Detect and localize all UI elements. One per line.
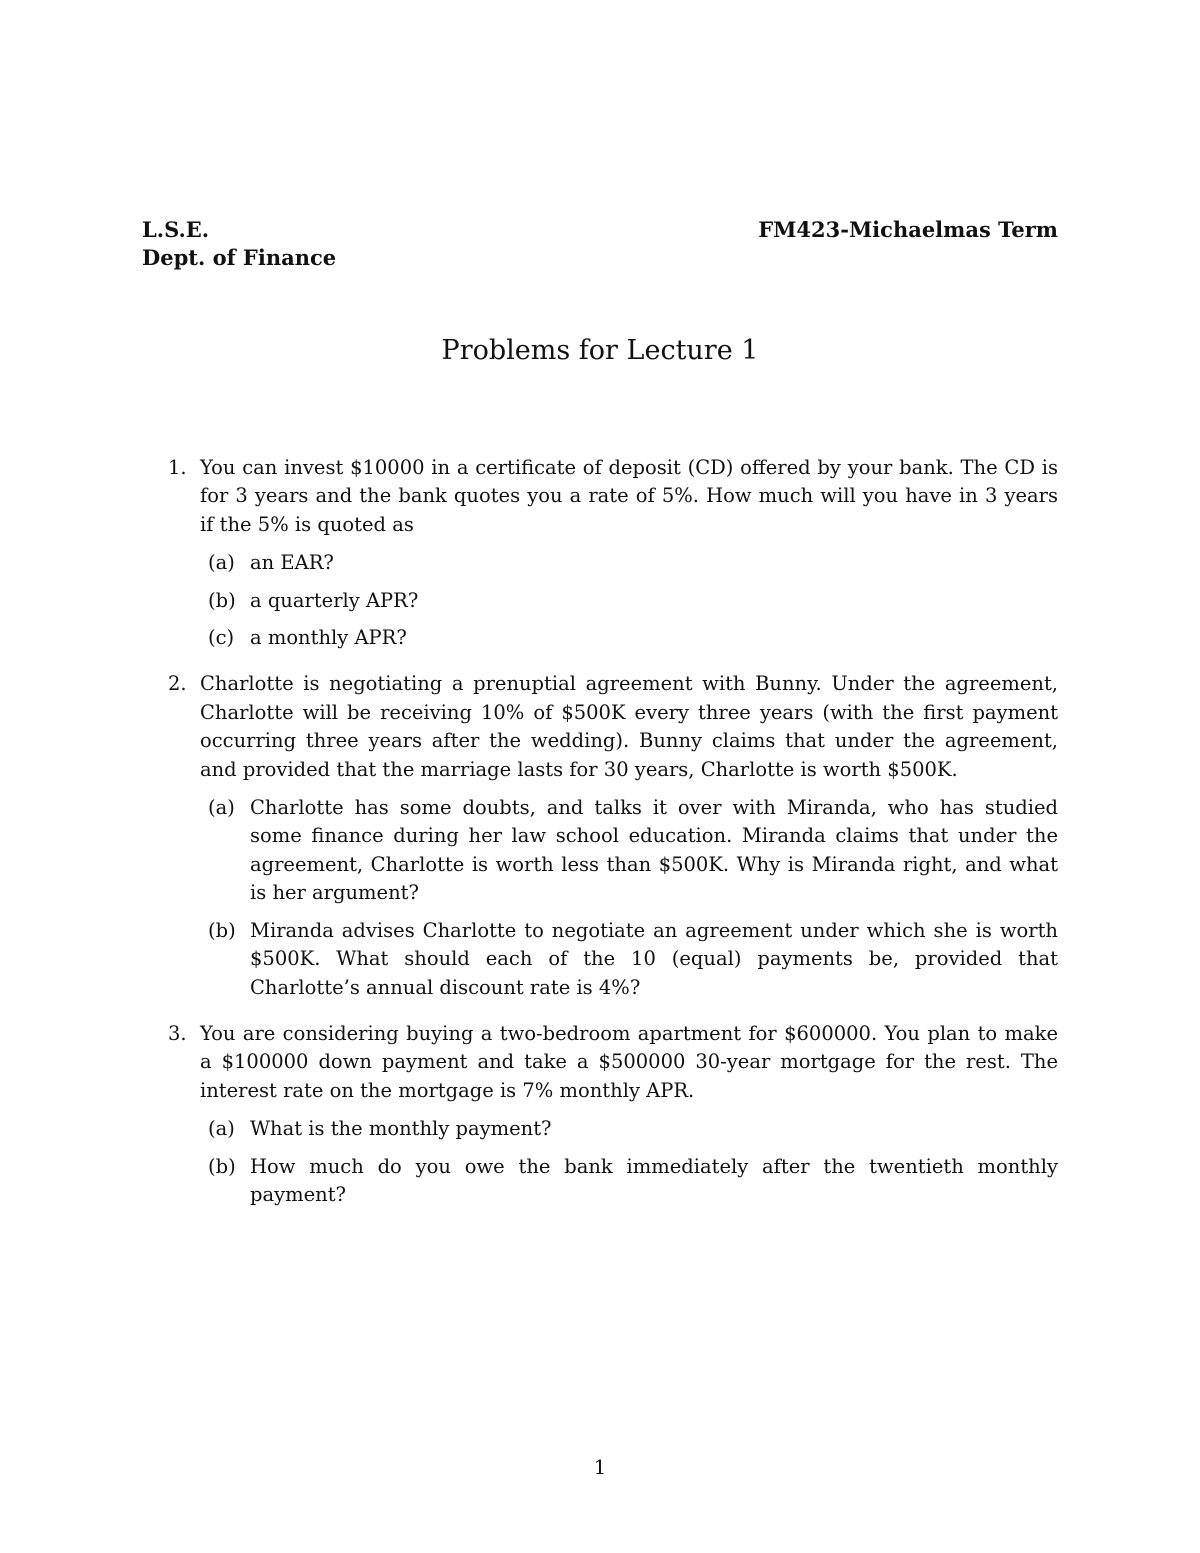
sub-question: [200, 1153, 1058, 1210]
sub-question-list: [200, 1115, 1058, 1209]
problem-text: You are considering buying a two-bedroom apartment for $600000. You plan to make a $100000 down payment and take a $500000 30-year mortgage for the rest. The interest rate on the mortgage is 7% monthly APR.: [200, 1021, 1058, 1102]
sub-question-label: (a): [208, 1117, 235, 1141]
page-title: Problems for Lecture 1: [441, 335, 759, 366]
course-name: FM423-Michaelmas Term: [758, 217, 1058, 242]
problem-item: [142, 670, 1058, 1001]
sub-question-label: (a): [208, 796, 235, 820]
problem-item: [142, 454, 1058, 652]
problem-number: 2.: [168, 672, 187, 696]
problem-text: Charlotte is negotiating a prenuptial agreement with Bunny. Under the agreement, Charlotte will be receiving 10% of $500K every three years (with the first payment occurring three years after the wedding). Bunny claims that under the agreement, and provided that the marriage lasts for 30 years, Charlotte is worth $500K.: [200, 672, 1058, 781]
sub-question-list: [200, 549, 1058, 652]
sub-question: [200, 549, 1058, 577]
sub-question: [200, 587, 1058, 615]
sub-question-list: [200, 794, 1058, 1002]
sub-question-text: an EAR?: [250, 551, 334, 575]
sub-question-text: Miranda advises Charlotte to negotiate an agreement under which she is worth $500K. What should each of the 10 (equal) payments be, provided that Charlotte’s annual discount rate is 4%?: [250, 918, 1058, 999]
problem-list: [142, 454, 1058, 1227]
header-left: [142, 216, 336, 272]
sub-question: [200, 794, 1058, 908]
problem-item: [142, 1020, 1058, 1209]
problem-number: 3.: [168, 1021, 187, 1045]
sub-question-label: (b): [208, 588, 236, 612]
sub-question: [200, 917, 1058, 1002]
sub-question-label: (b): [208, 918, 236, 942]
problem-text: You can invest $10000 in a certificate of deposit (CD) offered by your bank. The CD is for 3 years and the bank quotes you a rate of 5%. How much will you have in 3 years if the 5% is quoted as: [200, 456, 1058, 536]
sub-question: [200, 624, 1058, 652]
sub-question-label: (b): [208, 1154, 236, 1178]
sub-question-text: a monthly APR?: [250, 626, 407, 650]
sub-question-label: (a): [208, 551, 235, 575]
sub-question-text: How much do you owe the bank immediately after the twentieth monthly payment?: [250, 1154, 1058, 1206]
sub-question-text: Charlotte has some doubts, and talks it over with Miranda, who has studied some finance during her law school education. Miranda claims that under the agreement, Charlotte is worth less than $500K. Why is Miranda right, and what is her argument?: [250, 796, 1058, 905]
department-name: Dept. of Finance: [142, 245, 337, 270]
sub-question-text: What is the monthly payment?: [250, 1117, 552, 1141]
sub-question-label: (c): [208, 626, 235, 650]
problem-number: 1.: [168, 456, 187, 479]
page-number: 1: [593, 1455, 607, 1479]
sub-question-text: a quarterly APR?: [250, 588, 419, 612]
institution-name: L.S.E.: [142, 217, 210, 242]
sub-question: [200, 1115, 1058, 1143]
